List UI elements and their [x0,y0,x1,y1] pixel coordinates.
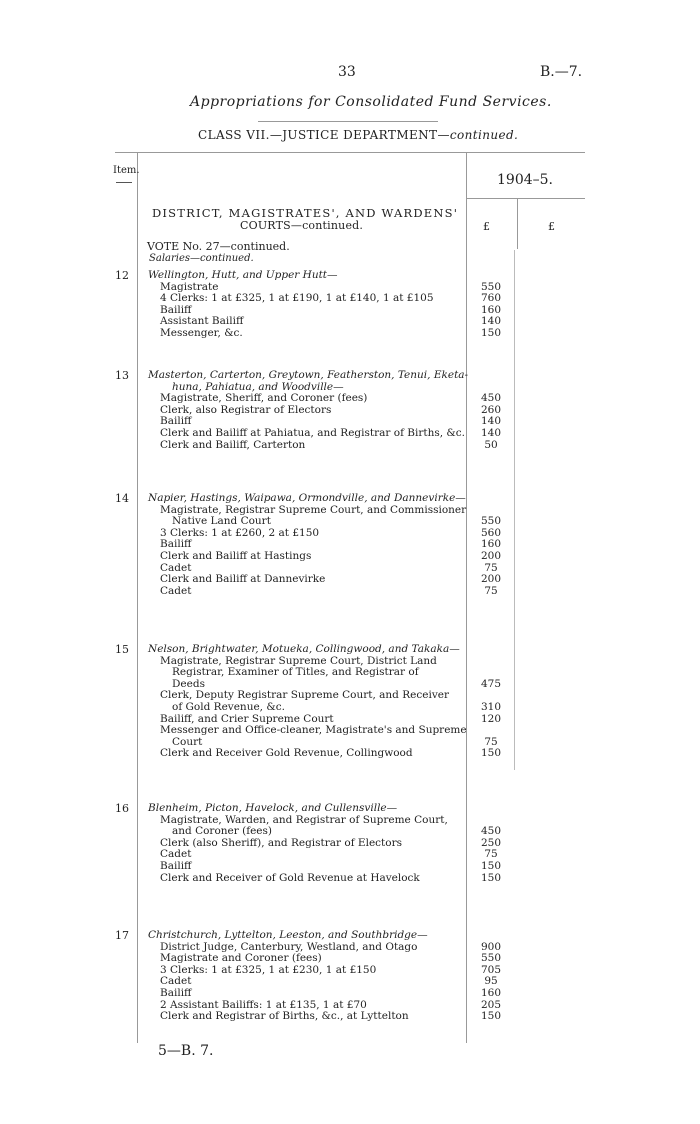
item-line: Clerk and Bailiff, Carterton [160,438,306,451]
amount-value: 450 [480,392,502,405]
item-line: Magistrate and Coroner (fees) [160,952,322,965]
amount-value: 560 [480,526,502,539]
salaries-line: Salaries—continued. [149,253,254,264]
year-underline [466,198,585,199]
amount-value: 150 [480,871,502,884]
amount-value: 250 [480,836,502,849]
page-title: Appropriations for Consolidated Fund Services. [190,94,552,110]
item-line: Clerk and Receiver of Gold Revenue at Havelock [160,871,420,884]
page-number: 33 [338,64,356,80]
item-line: Cadet [160,975,192,988]
amount-value: 260 [480,403,502,416]
amount-value: 95 [484,975,498,988]
item-line: Messenger, &c. [160,327,243,339]
amount-value: 120 [480,712,502,725]
item-line: Magistrate, Sheriff, and Coroner (fees) [160,392,368,405]
item-line: Clerk (also Sheriff), and Registrar of Electors [160,836,403,849]
item-line: huna, Pahiatua, and Woodville— [172,380,344,393]
class-heading-text: CLASS VII.—JUSTICE DEPARTMENT— [198,128,450,142]
item-line: Bailiff [160,860,192,872]
currency-symbol-a: £ [483,220,490,233]
amount-value: 705 [480,963,502,976]
item-line: Assistant Bailiff [160,315,244,328]
item-line: Bailiff, and Crier Supreme Court [160,712,334,725]
item-line: 3 Clerks: 1 at £260, 2 at £150 [160,526,320,539]
item-label-underline [116,182,132,183]
item-number: 14 [115,492,129,505]
title-rule [258,121,438,122]
footer-signature: 5—B. 7. [158,1043,214,1059]
document-reference: B.—7. [540,64,583,80]
amount-value: 160 [480,987,502,999]
amount-value: 140 [480,315,502,328]
amount-value: 550 [480,515,502,528]
item-line: Clerk and Receiver Gold Revenue, Collingwood [160,747,413,760]
item-line: Cadet [160,848,192,861]
item-number: 16 [115,802,129,815]
vote-line: VOTE No. 27—continued. [147,240,290,253]
amount-value: 475 [480,677,502,690]
amount-value: 160 [480,538,502,551]
section-heading-continued: COURTS—continued. [240,219,364,232]
amount-value: 150 [480,860,502,872]
amount-value: 150 [480,327,502,339]
item-line: Messenger and Office-cleaner, Magistrate's and Supreme [160,724,467,737]
amount-value: 200 [480,573,502,586]
currency-symbol-b: £ [548,220,555,233]
item-number: 15 [115,643,129,656]
item-line: Clerk, Deputy Registrar Supreme Court, and Receiver [160,689,449,702]
item-line: Bailiff [160,538,192,551]
item-line: Clerk and Registrar of Births, &c., at Lyttelton [160,1010,409,1023]
amount-value: 75 [484,848,498,861]
amount-value: 900 [480,940,502,953]
item-line: District Judge, Canterbury, Westland, and Otago [160,940,418,953]
class-heading-continued: continued. [449,128,519,142]
amount-value: 310 [480,701,502,713]
amount-value: 75 [484,584,498,597]
item-line: Bailiff [160,415,192,428]
amount-value: 205 [480,998,502,1011]
item-line: Clerk and Bailiff at Pahiatua, and Registrar of Births, &c. [160,427,465,439]
item-line: Magistrate [160,280,219,293]
amount-value: 75 [484,561,498,574]
item-column-label: Item. [113,165,140,176]
item-line: Magistrate, Registrar Supreme Court, District Land [160,654,437,667]
item-line: Bailiff [160,987,192,999]
subtotal-column-rule-2 [514,250,515,770]
amount-value: 450 [480,825,502,838]
year-heading: 1904–5. [497,172,553,188]
item-heading: Blenheim, Picton, Havelock, and Cullensville— [148,802,398,814]
amount-value: 150 [480,747,502,760]
amount-value: 160 [480,303,502,316]
item-line: Magistrate, Registrar Supreme Court, and Commissioner [160,503,467,516]
item-heading: Napier, Hastings, Waipawa, Ormondville, and Dannevirke— [148,492,466,504]
class-heading [198,128,518,142]
amount-value: 75 [484,735,498,748]
item-number: 13 [115,369,129,382]
item-number: 17 [115,929,129,942]
item-heading: Masterton, Carterton, Greytown, Featherston, Tenui, Eketa- [148,369,469,381]
amount-column-rule [466,153,467,1043]
item-heading: Wellington, Hutt, and Upper Hutt— [148,269,338,281]
item-heading: Nelson, Brightwater, Motueka, Collingwood, and Takaka— [148,643,460,655]
item-line: of Gold Revenue, &c. [172,701,285,713]
item-number: 12 [115,269,129,282]
item-line: Bailiff [160,303,192,316]
item-line: Cadet [160,584,192,597]
amount-value: 140 [480,415,502,428]
item-line: 3 Clerks: 1 at £325, 1 at £230, 1 at £150 [160,963,377,976]
item-line: Clerk and Bailiff at Hastings [160,550,312,562]
item-line: Deeds [172,677,205,690]
item-line: Registrar, Examiner of Titles, and Registrar of [172,666,419,679]
item-line: 4 Clerks: 1 at £325, 1 at £190, 1 at £140, 1 at £105 [160,292,434,305]
item-line: Court [172,735,203,748]
item-line: Magistrate, Warden, and Registrar of Supreme Court, [160,813,448,826]
amount-value: 50 [484,438,498,451]
amount-value: 140 [480,427,502,439]
item-line: Clerk, also Registrar of Electors [160,403,332,416]
item-line: Native Land Court [172,515,271,528]
amount-value: 550 [480,952,502,965]
section-heading: DISTRICT, MAGISTRATES', AND WARDENS' [152,206,459,220]
subtotal-column-rule [517,199,518,249]
table-top-rule [115,152,585,153]
item-line: 2 Assistant Bailiffs: 1 at £135, 1 at £70 [160,998,367,1011]
amount-value: 760 [480,292,502,305]
item-column-rule [137,153,138,1043]
item-heading: Christchurch, Lyttelton, Leeston, and Southbridge— [148,929,428,941]
amount-value: 550 [480,280,502,293]
amount-value: 150 [480,1010,502,1023]
item-line: and Coroner (fees) [172,825,273,838]
item-line: Clerk and Bailiff at Dannevirke [160,573,326,586]
item-line: Cadet [160,561,192,574]
amount-value: 200 [480,550,502,562]
